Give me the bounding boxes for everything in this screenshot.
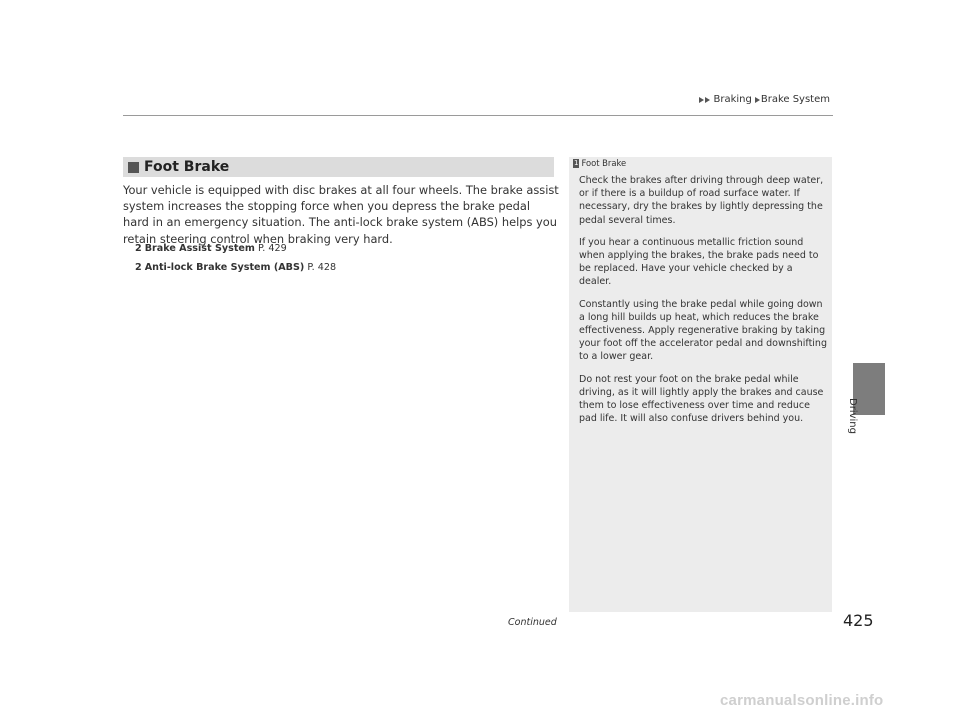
header-divider xyxy=(123,115,833,116)
sidebar-paragraph: Check the brakes after driving through deep water, or if there is a buildup of road surface water. If necessary, dry the brakes by lightly depressing the pedal several times. xyxy=(579,175,824,226)
breadcrumb-arrow-icon xyxy=(699,97,704,103)
breadcrumb-arrow-icon xyxy=(705,97,710,103)
reference-title: Brake Assist System xyxy=(144,243,255,254)
sidebar-paragraph: Do not rest your foot on the brake pedal while driving, as it will lightly apply the brakes and cause them to lose effectiveness over time and reduce pad life. It will also confuse drivers behind you. xyxy=(579,373,824,425)
cross-reference-abs[interactable] xyxy=(135,262,336,273)
section-header xyxy=(123,157,554,177)
reference-page: P. 429 xyxy=(257,243,287,254)
reference-title: Anti-lock Brake System (ABS) xyxy=(144,262,305,273)
section-square-icon xyxy=(128,162,139,173)
note-marker-icon: 1 xyxy=(574,158,579,167)
reference-page: P. 428 xyxy=(307,262,337,273)
breadcrumb-item-braking[interactable]: Braking xyxy=(713,94,752,105)
breadcrumb xyxy=(699,94,833,105)
reference-arrow-icon: 2 xyxy=(135,243,142,254)
sidebar-paragraph: Constantly using the brake pedal while going down a long hill builds up heat, which reduces the brake effectiveness. Apply regenerative braking by taking your foot off the accelerator pedal and downshifting to a lower gear. xyxy=(579,298,827,363)
continued-label: Continued xyxy=(508,617,557,628)
breadcrumb-item-brake-system[interactable]: Brake System xyxy=(760,94,830,105)
breadcrumb-arrow-icon xyxy=(755,97,760,103)
section-title: Foot Brake xyxy=(144,159,230,175)
cross-reference-brake-assist[interactable] xyxy=(135,243,287,254)
sidebar-heading xyxy=(573,158,626,168)
watermark: carmanualsonline.info xyxy=(720,692,884,709)
chapter-tab-label: Driving xyxy=(847,398,858,434)
page-number: 425 xyxy=(843,611,874,630)
sidebar-paragraph: If you hear a continuous metallic friction sound when applying the brakes, the brake pads need to be replaced. Have your vehicle checked by a dealer. xyxy=(579,236,819,288)
sidebar-heading-text: Foot Brake xyxy=(581,158,627,168)
reference-arrow-icon: 2 xyxy=(135,262,142,273)
sidebar-body xyxy=(579,174,827,434)
body-paragraph: Your vehicle is equipped with disc brakes at all four wheels. The brake assist system increases the stopping force when you depress the brake pedal hard in an emergency situation. The anti-lock brake system (ABS) helps you retain steering control when braking very hard. xyxy=(123,183,559,246)
